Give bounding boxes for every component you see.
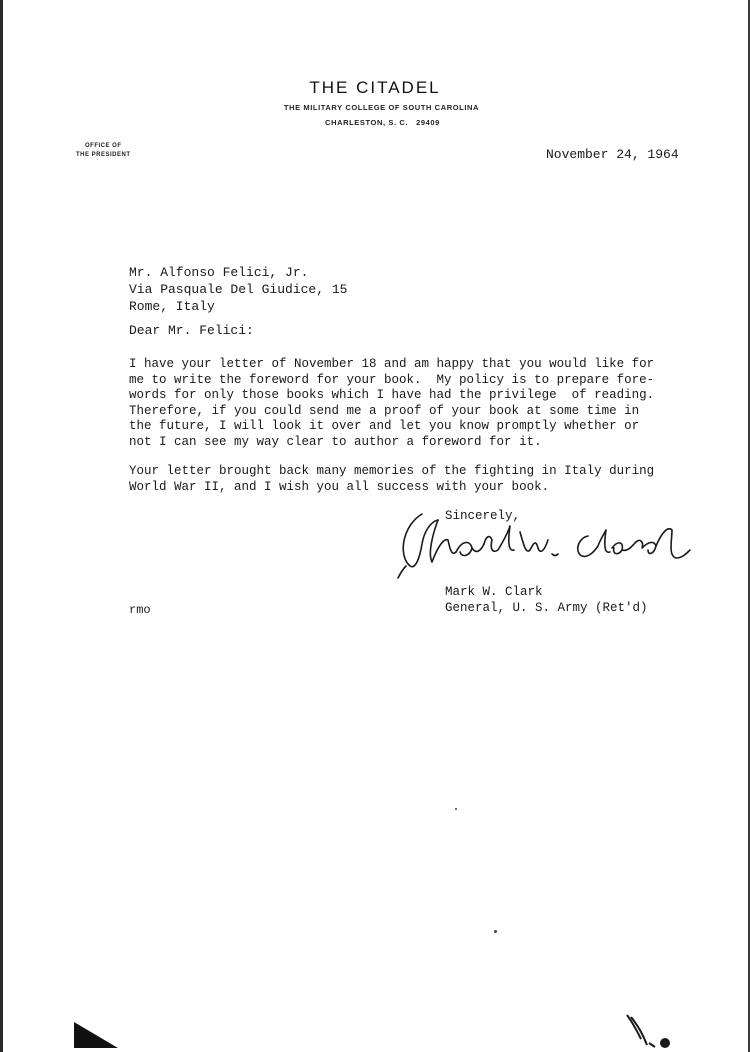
typist-initials: rmo: [129, 603, 151, 617]
letterhead-address: CHARLESTON, S. C. 29409: [325, 118, 440, 127]
scan-speck: [455, 808, 457, 810]
paragraph-line: Therefore, if you could send me a proof of your book at some time in: [129, 403, 640, 418]
body-paragraph-1: [129, 357, 654, 450]
closing: Sincerely,: [445, 509, 521, 523]
recipient-name: Mr. Alfonso Felici, Jr.: [129, 265, 309, 280]
salutation: Dear Mr. Felici:: [129, 323, 254, 338]
recipient-address: [129, 264, 347, 315]
office-of-president: [76, 142, 131, 160]
letterhead-subtitle: THE MILITARY COLLEGE OF SOUTH CAROLINA: [283, 103, 480, 112]
office-line-1: OFFICE OF: [85, 143, 122, 149]
paragraph-line: I have your letter of November 18 and am happy that you would like for: [129, 357, 655, 371]
handwritten-signature: [392, 496, 692, 586]
scan-artifact-scribble: [625, 1013, 675, 1049]
paragraph-line: World War II, and I wish you all success with your book.: [129, 479, 550, 494]
office-line-2: THE PRESIDENT: [76, 152, 131, 158]
paragraph-line: not I can see my way clear to author a foreword for it.: [129, 434, 542, 449]
signature-block: [445, 584, 648, 616]
paragraph-line: Your letter brought back many memories of the fighting in Italy during: [129, 464, 655, 478]
scan-speck: [494, 930, 497, 933]
paragraph-line: me to write the foreword for your book. My policy is to prepare fore-: [129, 372, 655, 387]
paragraph-line: the future, I will look it over and let you know promptly whether or: [129, 419, 640, 433]
letter-date: November 24, 1964: [546, 147, 679, 162]
recipient-street: Via Pasquale Del Giudice, 15: [129, 282, 348, 297]
scan-artifact-corner: [74, 1022, 120, 1048]
recipient-city: Rome, Italy: [129, 299, 215, 314]
scan-edge-left: [0, 0, 3, 1052]
letterhead-title: THE CITADEL: [309, 78, 441, 97]
signer-name: Mark W. Clark: [445, 585, 543, 599]
paragraph-line: words for only those books which I have had the privilege of reading.: [129, 388, 655, 402]
signer-title: General, U. S. Army (Ret'd): [445, 601, 648, 615]
body-paragraph-2: [129, 464, 654, 495]
